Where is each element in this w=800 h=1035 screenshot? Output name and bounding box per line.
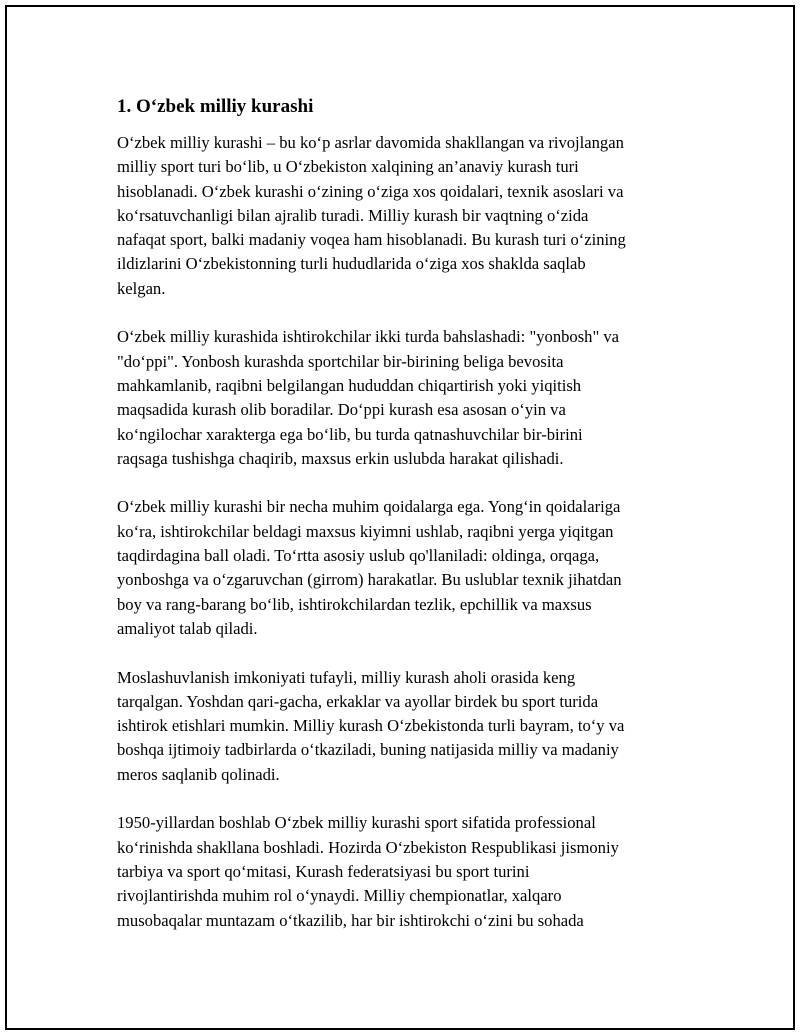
paragraph-2 (117, 325, 692, 471)
text-line: tarbiya va sport qo‘mitasi, Kurash federatsiyasi bu sport turini (117, 861, 530, 881)
paragraph-1 (117, 131, 692, 301)
text-line: O‘zbek milliy kurashida ishtirokchilar ikki turda bahslashadi: "yonbosh" va (117, 327, 620, 347)
text-line: taqdirdagina ball oladi. To‘rtta asosiy uslub qo'llaniladi: oldinga, orqaga, (117, 546, 600, 566)
text-line: Moslashuvlanish imkoniyati tufayli, milliy kurash aholi orasida keng (117, 667, 576, 687)
text-line: mahkamlanib, raqibni belgilangan hududdan chiqartirish yoki yiqitish (117, 375, 582, 395)
text-line: ko‘rinishda shakllana boshladi. Hozirda O‘zbekiston Respublikasi jismoniy (117, 837, 619, 857)
text-line: amaliyot talab qiladi. (117, 618, 258, 638)
text-line: "do‘ppi". Yonbosh kurashda sportchilar bir-birining beliga bevosita (117, 351, 564, 371)
document-body (117, 94, 692, 957)
text-line: rivojlantirishda muhim rol o‘ynaydi. Milliy chempionatlar, xalqaro (117, 886, 562, 906)
paragraph-3 (117, 495, 692, 641)
text-line: boy va rang-barang bo‘lib, ishtirokchilardan tezlik, epchillik va maxsus (117, 594, 592, 614)
section-heading: 1. O‘zbek milliy kurashi (117, 96, 314, 117)
text-line: ishtirok etishlari mumkin. Milliy kurash O‘zbekistonda turli bayram, to‘y va (117, 716, 625, 736)
text-line: O‘zbek milliy kurashi bir necha muhim qoidalarga ega. Yong‘in qoidalariga (117, 497, 621, 517)
text-line: ildizlarini O‘zbekistonning turli hududlarida o‘ziga xos shaklda saqlab (117, 254, 586, 274)
text-line: maqsadida kurash olib boradilar. Do‘ppi kurash esa asosan o‘yin va (117, 400, 566, 420)
text-line: yonboshga va o‘zgaruvchan (girrom) harakatlar. Bu uslublar texnik jihatdan (117, 570, 622, 590)
text-line: hisoblanadi. O‘zbek kurashi o‘zining o‘ziga xos qoidalari, texnik asoslari va (117, 181, 624, 201)
text-line: kelgan. (117, 278, 166, 298)
text-line: raqsaga tushishga chaqirib, maxsus erkin uslubda harakat qilishadi. (117, 448, 564, 468)
text-line: musobaqalar muntazam o‘tkazilib, har bir ishtirokchi o‘zini bu sohada (117, 910, 584, 930)
paragraph-5 (117, 811, 692, 932)
text-line: boshqa ijtimoiy tadbirlarda o‘tkaziladi, buning natijasida milliy va madaniy (117, 740, 619, 760)
text-line: tarqalgan. Yoshdan qari-gacha, erkaklar va ayollar birdek bu sport turida (117, 691, 599, 711)
text-line: meros saqlanib qolinadi. (117, 764, 280, 784)
text-line: milliy sport turi bo‘lib, u O‘zbekiston xalqining an’anaviy kurash turi (117, 157, 579, 177)
text-line: ko‘rsatuvchanligi bilan ajralib turadi. Milliy kurash bir vaqtning o‘zida (117, 205, 589, 225)
text-line: nafaqat sport, balki madaniy voqea ham hisoblanadi. Bu kurash turi o‘zining (117, 230, 626, 250)
text-line: ko‘ngilochar xarakterga ega bo‘lib, bu turda qatnashuvchilar bir-birini (117, 424, 583, 444)
text-line: O‘zbek milliy kurashi – bu ko‘p asrlar davomida shakllangan va rivojlangan (117, 133, 624, 152)
text-line: 1950-yillardan boshlab O‘zbek milliy kurashi sport sifatida professional (117, 813, 596, 833)
paragraph-4 (117, 666, 692, 787)
text-line: ko‘ra, ishtirokchilar beldagi maxsus kiyimni ushlab, raqibni yerga yiqitgan (117, 521, 614, 541)
